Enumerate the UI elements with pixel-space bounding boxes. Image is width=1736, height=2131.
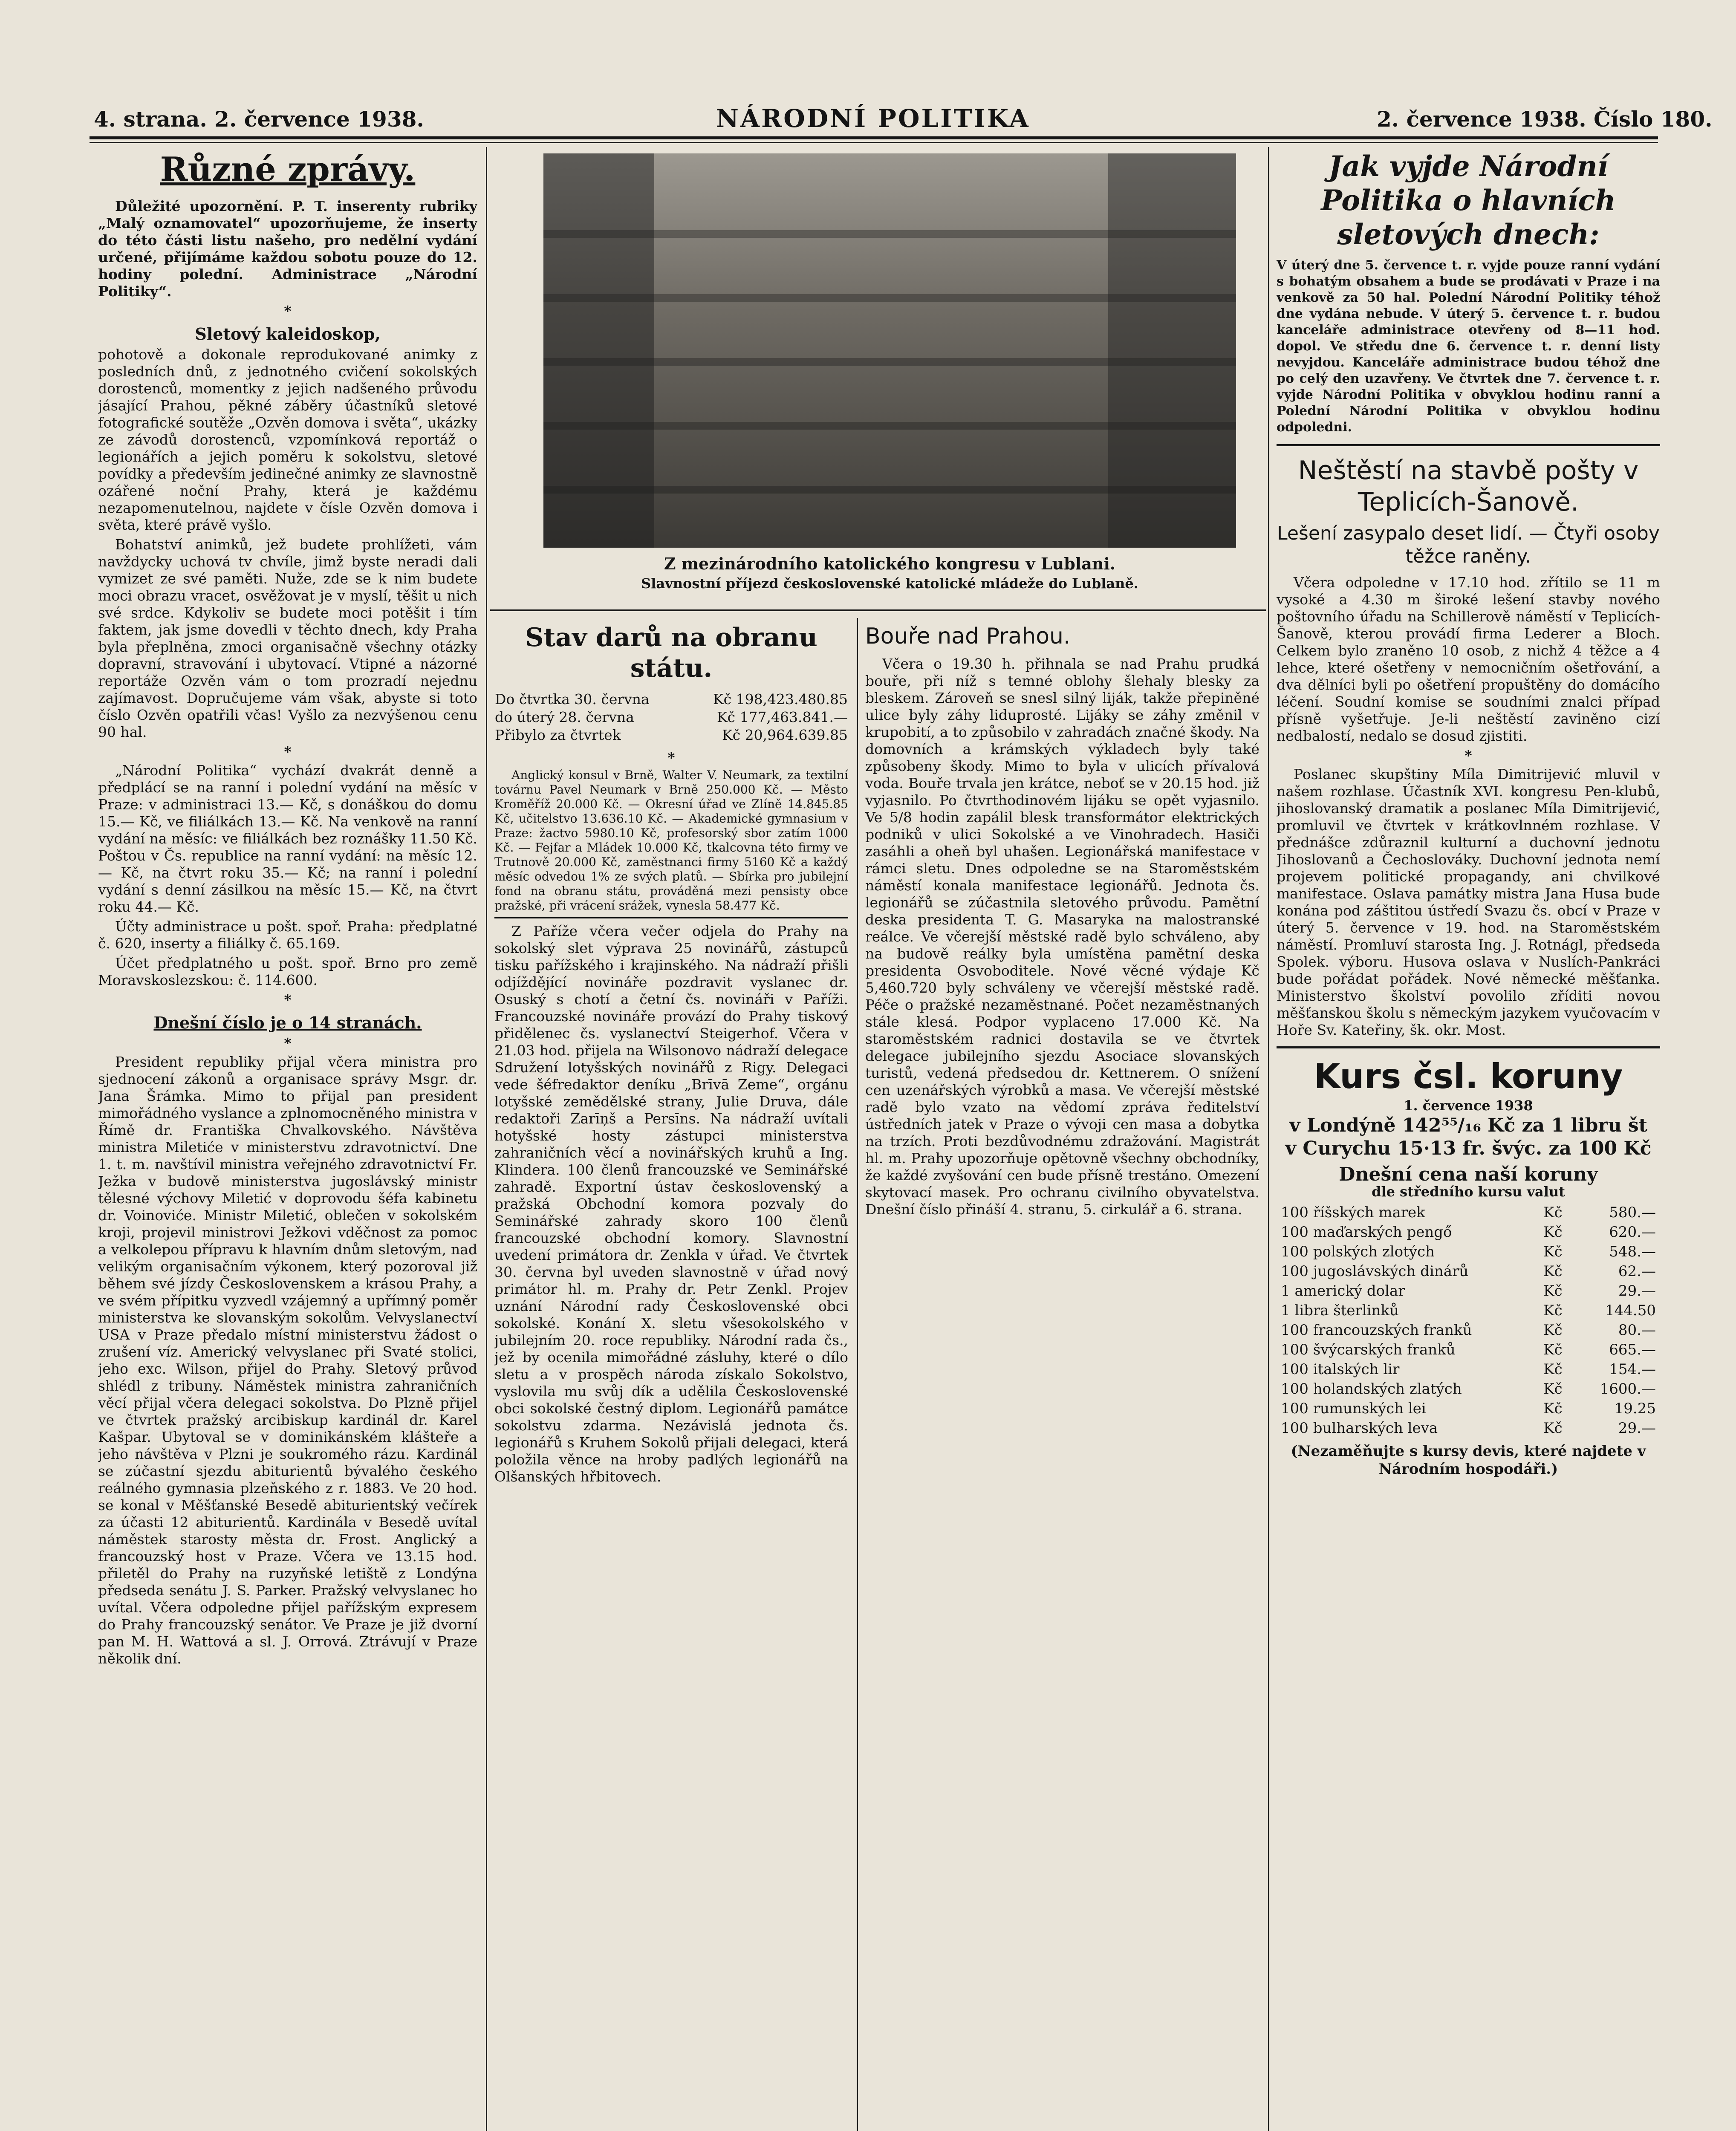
- donation-value: Kč 177,463.841.—: [716, 709, 848, 725]
- currency-value: 665.—: [1609, 1341, 1656, 1358]
- currency-name: 100 bulharských leva: [1281, 1420, 1438, 1437]
- paragraph-news-col1: President republiky přijal včera ministra pro sjednocení zákonů a organisace správy Msgr. dr. Jana Šrámka. Mimo to přijal pan president mimořádného vyslance a zplnomocněného ministra v Římě dr. Františka Chvalkovského. Návštěva ministra Miletiće v ministerstvu zdravotnictví. Dne 1. t. m. navštívil ministra veřejného zdravotnictví Fr. Ježka v budově ministerstva jugoslávský ministr tělesné výchovy Miletić v doprovodu šéfa kabinetu dr. Voinoviće. Ministr Miletić, oblečen v sokolském kroji, projevil ministrovi Ježkovi vděčnost za pomoc a velkolepou přípravu k hlavním dnům sletovým, nad velikým organisačním výkonem, který pozoroval již během své jízdy Československem a krásou Prahy, a ve svém přípitku vyzvedl vzájemný a upřímný poměr ministerstva ke slovanským sokolům. Velvyslanectví USA v Praze předalo místní ministerstvu žádost o zrušení víz. Americký velvyslanec při Svaté stolici, jeho exc. Wilson, přijel do Prahy. Sletový průvod shlédl z tribuny. Náměstek ministra zahraničních věcí přijal včera delegaci sokolstva. Do Plzně přijel ve čtvrtek pražský arcibiskup kardinál dr. Karel Kašpar. Ubytoval se v dominikánském klášteře a jeho návštěva v Plzni je soukromého rázu. Kardinál se zúčastní sjezdu abiturientů bývalého českého reálného gymnasia plzeňského z r. 1883. Ve 20 hod. se konal v Měšťanské Besedě abiturientský večírek za účasti 12 abiturientů. Kardinála v Besedě uvítal náměstek starosty města dr. Frost. Anglický a francouzský host v Praze. Včera ve 13.15 hod. přiletěl do Prahy na ruzyňské letiště z Londýna předseda senátu J. S. Parker. Pražský velvyslanec ho uvítal. Včera odpoledne přijel pařížským expresem do Prahy francouzský senátor. Ve Praze je již dvorní pan M. H. Wattová a sl. J. Orrová. Ztrávují v Praze několik dní.: [98, 1054, 477, 1667]
- paragraph-news-col3: Včera o 19.30 h. přihnala se nad Prahu prudká bouře, při níž s temné oblohy šlehaly blesky za bleskem. Zároveň se snesl silný liják, takže přepiněné ulice byly záhy liduprosté. Lijáky se záhy změnil v krupobití, a to způsobilo v zahradách značné škody. Na domovních a krámských výkladech byly také způsobeny škody. Mimo to byla v ulicích přívalová voda. Bouře trvala jen krátce, neboť se v 20.15 hod. již vyjasnilo. Po čtvrthodinovém lijáku se opět vyjasnilo. Ve 5/8 hodin zapálil blesk transformátor elektrických podniků v ulici Sokolské a ve Vinohradech. Hasiči zasáhli a oheň byl uhašen. Legionářská manifestace v rámci sletu. Dnes odpoledne se na Staroměstském náměstí konala manifestace legionářů. Jednota čs. legionářů se zúčastnila sletového průvodu. Pamětní deska presidenta T. G. Masaryka na malostranské reálce. Ve včerejší městské radě bylo schváleno, aby na budově reálky byla umístěna pamětní deska presidenta Osvoboditele. Nové věcné výdaje Kč 5,460.720 byly schváleny ve včerejší městské radě. Péče o pražské nezaměstnané. Počet nezaměstnaných stále klesá. Podpor vyplaceno 17.000 Kč. Na staroměstském radnici dostavila se ve čtvrtek delegace jubilejního sjezdu Asociace slovanských turistů, vedená předsedou dr. Kettnerem. O snížení cen uzenářských výrobků a masa. Ve včerejší městské radě bylo vzato na vědomí zpráva ředitelství ústředních jatek v Praze o vývoji cen masa a dobytka na trzích. Proti bezdůvodnému zdražování. Magistrát hl. m. Prahy upozorňuje opětovně všechny obchodníky, že každé zvyšování cen bude přísně trestáno. Omezení skytovací masek. Pro ochranu civilního obyvatelstva. Dnešní číslo přináší 4. stranu, 5. cirkulář a 6. strana.: [865, 655, 1259, 1218]
- currency-value: 144.50: [1605, 1302, 1656, 1319]
- table-row: [1277, 1242, 1660, 1262]
- table-row: [1277, 1399, 1660, 1418]
- kurs-zurich: v Curychu 15·13 fr. švýc. za 100 Kč: [1285, 1138, 1652, 1159]
- paragraph-donations: Anglický konsul v Brně, Walter V. Neumark, za textilní továrnu Pavel Neumark v Brně 250.000 Kč. — Město Kroměříž 20.000 Kč. — Okresní úřad ve Zlíně 14.845.85 Kč, učitelstvo 13.636.10 Kč. — Akademické gymnasium v Praze: žactvo 5980.10 Kč, profesorský sbor zatím 1000 Kč. — Fejfar a Mládek 10.000 Kč, tkalcovna této firmy ve Trutnově 20.000 Kč, zaměstnanci firmy 5160 Kč a každý měsíc odvedou 1% ze svých platů. — Sbírka pro jubilejní fond na obranu státu, prováděná mezi pensisty obce pražské, při vrácení srážek, vynesla 58.477 Kč.: [494, 768, 848, 912]
- donation-value: Kč 198,423.480.85: [713, 691, 848, 707]
- donations-table: [494, 690, 848, 744]
- table-row: [494, 708, 848, 726]
- currency-unit: Kč: [1543, 1322, 1563, 1339]
- kurs-london: v Londýně 142⁵⁵/₁₆ Kč za 1 libru št: [1289, 1115, 1647, 1136]
- currency-value: 62.—: [1618, 1263, 1656, 1280]
- header-masthead: NÁRODNÍ POLITIKA: [716, 104, 1030, 133]
- separator-star: *: [284, 303, 292, 319]
- table-row: [1277, 1379, 1660, 1399]
- paragraph-news-col2: Z Paříže včera večer odjela do Prahy na sokolský slet výprava 25 novinářů, zástupců tisku pařížského i krajinského. Na nádraží přišli odjíždějící novináře pozdravit vyslanec dr. Osuský s chotí a četní čs. novináři v Paříži. Francouzské novináře provází do Prahy tiskový přidělenec čs. vyslanectví Steigerhof. Včera v 21.03 hod. přijela na Wilsonovo nádraží delegace Sdružení lotyšských novinářů z Rigy. Delegaci vede šéfredaktor deníku „Brīvā Zeme“, orgánu lotyšské zemědělské strany, Julie Druva, dále redaktoři Zarīņš a Persīns. Na nádraží uvítali hotyšské hosty zástupci ministerstva zahraničních věcí a novinářských kruhů a Ing. Klindera. 100 členů francouzské ve Seminářské zahradě. Exportní ústav československý a pražská Obchodní komora pozvaly do Seminářské zahrady skoro 100 členů francouzské obchodní komory. Slavnostní uvedení primátora dr. Zenkla v úřad. Ve čtvrtek 30. června byl uveden slavnostně v úřad nový primátor hl. m. Prahy dr. Petr Zenkl. Projev uznání Národní rady Československé obci sokolské. Konání X. sletu všesokolského v jubilejním 20. roce republiky. Národní rada čs., jež by ocenila mimořádné zásluhy, které o dílo sletu a v prospěch národa získalo Sokolstvo, vyslovila mu svůj dík a udělila Československé obci sokolské čestný diplom. Legionářů památce sokolstvu zdarma. Nezávislá jednota čs. legionářů s Kruhem Sokolů přijali delegaci, která položila věnce na hroby padlých legionářů na Olšanských hřbitovech.: [494, 923, 848, 1485]
- header-rule: [90, 136, 1658, 139]
- currency-footnote: (Nezaměňujte s kursy devis, které najdete v Národním hospodáři.): [1291, 1443, 1646, 1478]
- paragraph-bohatstvi: Bohatství animků, jež budete prohlížeti, vám navždycky uchová tv chvíle, jimž byste neradi dali vymizet ze své paměti. Nuže, zde se k nim budete moci obrazu vracet, osvěžovat je v myslí, těšit u nich své srdce. Kdykoliv se budete moci potěšit i tím faktem, jak jsme dovedli v těchto dnech, kdy Praha byla přeplněna, zmoci organisačně všechny otázky dopravní, stravování i ubytovací. Vtipné a názorné reportáže Ozvěn vám o tom prozradí nejednu zajímavost. Dopručujeme vám však, abyste si toto číslo Ozvěn opatřili včas! Vyšlo za nezvýšenou cenu 90 hal.: [98, 536, 477, 740]
- paragraph-kaleidoskop: pohotově a dokonale reprodukované animky z posledních dnů, z jednotného cvičení sokolských dorostenců, momentky z jejich nadšeného průvodu jásající Prahou, pěkné záběry účastníků sletové fotografické soutěže „Ozvěn domova i světa“, ukázky ze závodů dorostenců, vzpomínková reportáž o legionářích a jejich poměru k sokolstvu, sletové povídky a především jedinečné animky ze slavnostně ozářené noční Prahy, která je každému nezapomenutelnou, najdete v čísle Ozvěn domova i světa, které právě vyšlo.: [98, 346, 477, 533]
- table-row: [1277, 1203, 1660, 1222]
- cena-subtitle: dle středního kursu valut: [1372, 1184, 1565, 1200]
- column-1: [98, 149, 477, 2131]
- currency-value: 19.25: [1614, 1400, 1656, 1417]
- currency-name: 100 říšských marek: [1281, 1204, 1425, 1221]
- currency-name: 100 rumunských lei: [1281, 1400, 1426, 1417]
- header-rule-thin: [90, 142, 1658, 143]
- column-divider-2: [857, 618, 858, 2131]
- column-divider-1: [486, 147, 487, 2131]
- currency-name: 100 italských lir: [1281, 1361, 1400, 1378]
- photo-rule: [490, 609, 1266, 611]
- separator-star: *: [1464, 747, 1472, 764]
- paragraph-news-col4: Poslanec skupštiny Míla Dimitrijević mluvil v našem rozhlase. Účastník XVI. kongresu Pen-klubů, jihoslovanský dramatik a poslanec Míla Dimitrijević, promluvil ve čtvrtek v krátkovlnném rozhlase. V přednášce zdůraznil kulturní a duchovní jednotu Jihoslovanů a Čechoslováky. Duchovní jednota nemí projevem politické propagandy, ani chvilkové manifestace. Oslava památky mistra Jana Husa bude konána pod záštitou ústředí Svazu čs. obcí v Praze v úterý 5. července v 19. hod. na Staroměstském náměstí. Promluví starosta Ing. J. Rotnágl, předseda Spolek. výboru. Husova oslava v Nuslích-Pankráci bude pořádat pořádek. Nové německé měšťanka. Ministerstvo školství povolilo zříditi novou měšťanskou školu s německým jazykem vyučovacím v Hoře Sv. Kateřiny, šk. okr. Most.: [1277, 766, 1660, 1038]
- currency-value: 620.—: [1609, 1224, 1656, 1241]
- paragraph-ucty: Účty administrace u pošt. spoř. Praha: předplatné č. 620, inserty a filiálky č. 65.169.: [98, 918, 477, 952]
- currency-name: 100 polských zlotých: [1281, 1243, 1435, 1260]
- currency-unit: Kč: [1543, 1243, 1563, 1260]
- currency-unit: Kč: [1543, 1380, 1563, 1398]
- table-row: [1277, 1262, 1660, 1281]
- donation-label: do úterý 28. června: [495, 709, 634, 725]
- section-title-kurs: Kurs čsl. koruny: [1314, 1057, 1623, 1096]
- currency-name: 1 libra šterlinků: [1281, 1302, 1399, 1319]
- paragraph-ucet-brno: Účet předplatného u pošt. spoř. Brno pro země Moravskoslezskou: č. 114.600.: [98, 955, 477, 988]
- table-row: [494, 690, 848, 708]
- currency-unit: Kč: [1543, 1224, 1563, 1241]
- currency-unit: Kč: [1543, 1302, 1563, 1319]
- photo-caption-title: Z mezinárodního katolického kongresu v Lublani.: [664, 554, 1116, 573]
- currency-value: 29.—: [1618, 1282, 1656, 1299]
- subtitle-nestesti: Lešení zasypalo deset lidí. — Čtyři osoby těžce raněny.: [1277, 523, 1660, 567]
- cena-title: Dnešní cena naší koruny: [1339, 1164, 1598, 1185]
- section-title-ruzne-zpravy: Různé zprávy.: [160, 150, 416, 189]
- donation-label: Do čtvrtka 30. června: [495, 691, 650, 707]
- paragraph-predplatne: „Národní Politika“ vychází dvakrát denně a předplácí se na ranní i polední vydání na měsíc v Praze: v administraci 13.— Kč, s donáškou do domu 15.— Kč, ve filiálkách 13.— Kč. Na venkově na ranní vydání na měsíc: ve filiálkách bez roznášky 11.50 Kč. Poštou v Čs. republice na ranní vydání: na měsíc 12.— Kč, na čtvrt roku 35.— Kč; na ranní i polední vydání s denní zásilkou na měsíc 15.— Kč, na čtvrt roku 44.— Kč.: [98, 762, 477, 915]
- section-title-stav-daru: Stav darů na obranu státu.: [525, 623, 817, 683]
- currency-value: 580.—: [1609, 1204, 1656, 1221]
- separator-star: *: [284, 1035, 292, 1051]
- table-row: [1277, 1281, 1660, 1301]
- currency-unit: Kč: [1543, 1204, 1563, 1221]
- separator-star: *: [284, 991, 292, 1008]
- currency-value: 29.—: [1618, 1420, 1656, 1437]
- header-right: 2. července 1938. Číslo 180.: [1377, 107, 1713, 132]
- currency-name: 100 holandských zlatých: [1281, 1380, 1462, 1398]
- currency-unit: Kč: [1543, 1420, 1563, 1437]
- table-row: [1277, 1360, 1660, 1379]
- table-row: [1277, 1340, 1660, 1360]
- section-rule: [1277, 444, 1660, 446]
- column-divider-3: [1268, 147, 1269, 2131]
- donation-value: Kč 20,964.639.85: [722, 727, 848, 743]
- section-rule: [494, 917, 848, 918]
- header-left: 4. strana. 2. července 1938.: [94, 107, 424, 132]
- column-2: [494, 622, 848, 2131]
- currency-value: 80.—: [1618, 1322, 1656, 1339]
- section-rule: [1277, 1046, 1660, 1048]
- currency-name: 100 francouzských franků: [1281, 1322, 1472, 1339]
- heading-dnesni-cislo: Dnešní číslo je o 14 stranách.: [153, 1013, 422, 1032]
- heading-kaleidoskop: Sletový kaleidoskop,: [195, 324, 381, 344]
- paragraph-nestesti: Včera odpoledne v 17.10 hod. zřítilo se 11 m vysoké a 4.30 m široké lešení stavby nového poštovního úřadu na Schillerově náměstí v Teplicích-Šanově, kterou provádí firma Lederer a Bloch. Celkem bylo zraněno 10 osob, z nichž 4 těžce a 4 lehce, které ošetřeny v nemocničním ošetřování, a dva dělníci byli po ošetření propuštěny do domácího léčení. Soudní komise se soudními znalci případ přísně vyšetřuje. Je-li neštěstí zaviněno cizí nedbalostí, nedalo se dosud zjistiti.: [1277, 574, 1660, 744]
- currency-table: [1277, 1203, 1660, 1438]
- table-row: [1277, 1222, 1660, 1242]
- table-row: [494, 726, 848, 744]
- currency-name: 1 americký dolar: [1281, 1282, 1405, 1299]
- currency-unit: Kč: [1543, 1400, 1563, 1417]
- notice-paragraph: Důležité upozornění. P. T. inserenty rubriky „Malý oznamovatel“ upozorňujeme, že inserty do této části listu našeho, pro nedělní vydání určené, přijímáme každou sobotu pouze do 12. hodiny polední. Administrace „Národní Politiky“.: [98, 198, 477, 300]
- currency-unit: Kč: [1543, 1282, 1563, 1299]
- currency-value: 548.—: [1609, 1243, 1656, 1260]
- currency-name: 100 jugoslávských dinárů: [1281, 1263, 1469, 1280]
- currency-unit: Kč: [1543, 1341, 1563, 1358]
- separator-star: *: [284, 743, 292, 760]
- currency-name: 100 maďarských pengő: [1281, 1224, 1452, 1241]
- column-4: [1277, 149, 1660, 2131]
- photo-congress-procession: [543, 153, 1236, 548]
- table-row: [1277, 1418, 1660, 1438]
- section-title-jak-vyjde: Jak vyjde Národní Politika o hlavních sletových dnech:: [1321, 150, 1616, 251]
- currency-name: 100 švýcarských franků: [1281, 1341, 1456, 1358]
- section-title-nestesti: Neštěstí na stavbě pošty v Teplicích-Šanově.: [1298, 456, 1639, 517]
- currency-value: 1600.—: [1600, 1380, 1656, 1398]
- table-row: [1277, 1320, 1660, 1340]
- currency-unit: Kč: [1543, 1263, 1563, 1280]
- separator-star: *: [667, 749, 675, 766]
- currency-value: 154.—: [1609, 1361, 1656, 1378]
- paragraph-jak-vyjde: V úterý dne 5. července t. r. vyjde pouze ranní vydání s bohatým obsahem a bude se prodávati v Praze i na venkově za 50 hal. Polední Národní Politiky téhož dne vydána nebude. V úterý 5. července t. r. budou kanceláře administrace otevřeny od 8—11 hod. dopol. Ve středu dne 6. července t. r. denní listy nevyjdou. Kanceláře administrace budou téhož dne po celý den uzavřeny. Ve čtvrtek dne 7. července t. r. vyjde Národní Politika v obvyklou hodinu ranní a Polední Národní Politika v obvyklou hodinu odpoledni.: [1277, 258, 1660, 435]
- donation-label: Přibylo za čtvrtek: [495, 727, 621, 743]
- column-3: [865, 622, 1259, 2131]
- currency-unit: Kč: [1543, 1361, 1563, 1378]
- table-row: [1277, 1301, 1660, 1320]
- kurs-date: 1. července 1938: [1404, 1097, 1533, 1114]
- section-title-boure: Bouře nad Prahou.: [865, 624, 1071, 649]
- photo-caption-sub: Slavnostní příjezd československé katolické mládeže do Lublaně.: [641, 575, 1138, 592]
